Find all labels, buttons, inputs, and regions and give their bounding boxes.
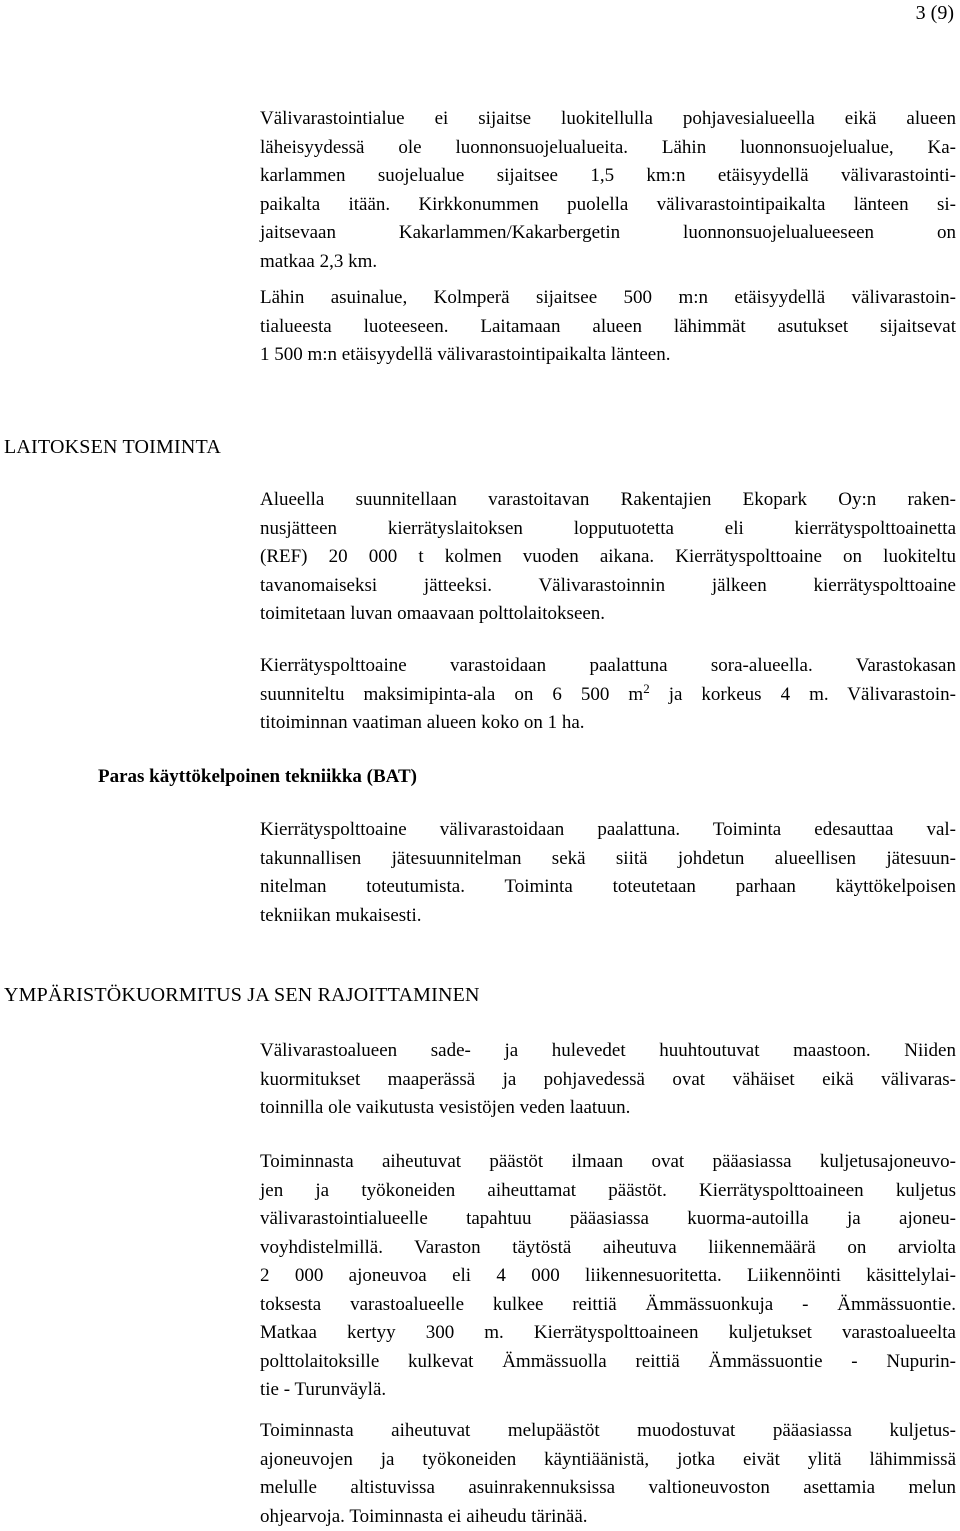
text-line: 1 500 m:n etäisyydellä välivarastointipaikalta länteen. [260, 344, 671, 365]
text-line: Matkaa kertyy 300 m. Kierrätyspolttoaineen kuljetukset varastoalueelta [260, 1322, 956, 1343]
text-line: takunnallisen jätesuunnitelman sekä siitä johdetun alueellisen jätesuun- [260, 847, 956, 869]
text-line: toksesta varastoalueelle kulkee reittiä Ämmässuonkuja - Ämmässuontie. [260, 1293, 956, 1315]
paragraph-stormwater [260, 1037, 956, 1123]
heading-laitoksen-toiminta: LAITOKSEN TOIMINTA [4, 436, 221, 458]
paragraph-air-emissions [260, 1148, 956, 1405]
paragraph-bat [260, 816, 956, 930]
text-line: Toiminnasta aiheutuvat päästöt ilmaan ovat pääasiassa kuljetusajoneuvo- [260, 1151, 956, 1172]
text-line: toimitetaan luvan omaavaan polttolaitokseen. [260, 603, 606, 624]
text-line: toinnilla ole vaikutusta vesistöjen veden laatuun. [260, 1097, 631, 1118]
paragraph-noise [260, 1417, 956, 1531]
text-line: nitelman toteutumista. Toiminta toteutetaan parhaan käyttökelpoisen [260, 876, 956, 897]
text-line: Kierrätyspolttoaine varastoidaan paalattuna sora-alueella. Varastokasan [260, 655, 956, 676]
paragraph-groundwater [260, 105, 956, 276]
text-line: Kierrätyspolttoaine välivarastoidaan paalattuna. Toiminta edesauttaa val- [260, 819, 956, 840]
area-text: suunniteltu maksimipinta-ala on 6 500 m [260, 683, 644, 705]
text-line: läheisyydessä ole luonnonsuojelualueita. Lähin luonnonsuojelualue, Ka- [260, 136, 956, 158]
text-line: nusjätteen kierrätyslaitoksen lopputuotetta eli kierrätyspolttoainetta [260, 517, 956, 539]
paragraph-storage-plan [260, 486, 956, 629]
text-line: välivarastointialueelle tapahtuu pääasiassa kuorma-autoilla ja ajoneu- [260, 1208, 956, 1229]
text-line: Lähin asuinalue, Kolmperä sijaitsee 500 m:n etäisyydellä välivarastoin- [260, 287, 956, 308]
text-line: polttolaitoksille kulkevat Ämmässuolla reittiä Ämmässuontie - Nupurin- [260, 1350, 956, 1372]
height-text: ja korkeus 4 m. Välivarastoin- [649, 683, 956, 705]
text-line: tialueesta luoteeseen. Laitamaan alueen lähimmät asutukset sijaitsevat [260, 315, 956, 337]
heading-ymparistokuormitus: YMPÄRISTÖKUORMITUS JA SEN RAJOITTAMINEN [4, 984, 480, 1006]
paragraph-storage-area [260, 652, 956, 738]
text-line: melulle altistuvissa asuinrakennuksissa valtioneuvoston asettamia melun [260, 1477, 956, 1498]
heading-bat: Paras käyttökelpoinen tekniikka (BAT) [98, 766, 417, 787]
area-superscript: 2 [643, 680, 650, 696]
text-line: tie - Turunväylä. [260, 1379, 387, 1400]
text-line: matkaa 2,3 km. [260, 250, 378, 272]
text-line: Välivarastointialue ei sijaitse luokitellulla pohjavesialueella eikä alueen [260, 108, 956, 129]
paragraph-residential [260, 284, 956, 370]
text-line: jaitsevaan Kakarlammen/Kakarbergetin luonnonsuojelualueeseen on [260, 222, 956, 243]
text-line: tavanomaiseksi jätteeksi. Välivarastoinnin jälkeen kierrätyspolttoaine [260, 574, 956, 596]
text-line: titoiminnan vaatiman alueen koko on 1 ha. [260, 712, 585, 733]
text-line: tekniikan mukaisesti. [260, 904, 422, 926]
text-line: ajoneuvojen ja työkoneiden käyntiäänistä, jotka eivät ylitä lähimmissä [260, 1448, 956, 1470]
text-line: Alueella suunnitellaan varastoitavan Rakentajien Ekopark Oy:n raken- [260, 489, 956, 510]
text-line: Toiminnasta aiheutuvat melupäästöt muodostuvat pääasiassa kuljetus- [260, 1420, 956, 1441]
text-line: 2 000 ajoneuvoa eli 4 000 liikennesuoritetta. Liikennöinti käsittelylai- [260, 1265, 956, 1286]
text-line: jen ja työkoneiden aiheuttamat päästöt. Kierrätyspolttoaineen kuljetus [260, 1179, 956, 1201]
text-line: (REF) 20 000 t kolmen vuoden aikana. Kierrätyspolttoaine on luokiteltu [260, 546, 956, 567]
text-line: paikalta itään. Kirkkonummen puolella välivarastointipaikalta länteen si- [260, 193, 956, 215]
text-line [260, 681, 956, 710]
text-line: ohjearvoja. Toiminnasta ei aiheudu tärinää. [260, 1505, 588, 1527]
page-number: 3 (9) [915, 2, 954, 24]
text-line: karlammen suojelualue sijaitsee 1,5 km:n etäisyydellä välivarastointi- [260, 165, 956, 186]
text-line: Välivarastoalueen sade- ja hulevedet huuhtoutuvat maastoon. Niiden [260, 1040, 956, 1061]
text-line: voyhdistelmillä. Varaston täytöstä aiheutuva liikennemäärä on arviolta [260, 1236, 956, 1258]
text-line: kuormitukset maaperässä ja pohjavedessä ovat vähäiset eikä välivaras- [260, 1068, 956, 1090]
